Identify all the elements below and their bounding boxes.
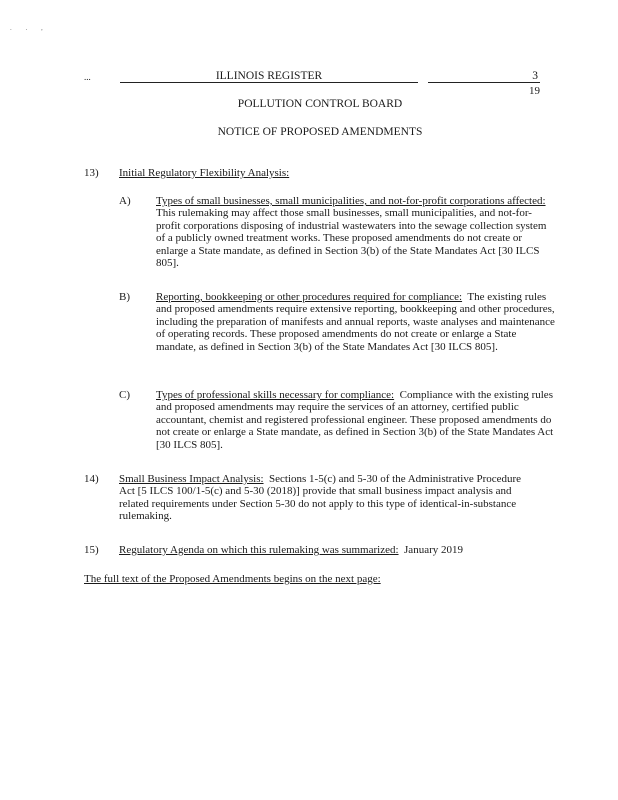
item-13c-letter: C) [119,389,130,401]
item-13a-text: This rulemaking may affect those small businesses, small municipalities, and not-for-profit corporations disposing of industrial wastewaters into the sewage collection system of a publicly owned treatment works. These proposed amendments do not create or enlarge a State mandate, as defined in Section 3(b) of the State Mandates Act [30 ILCS 805]. [156,207,547,270]
page-number: 3 [428,70,540,83]
item-13b-paragraph [156,291,556,353]
item-15-heading: Regulatory Agenda on which this rulemaking was summarized: [119,544,399,556]
item-13a-heading: Types of small businesses, small municipalities, and not-for-profit corporations affected: [156,195,546,207]
header-left-mark: ... [84,72,91,82]
item-15-text: January 2019 [404,544,463,556]
item-15-number: 15) [84,544,99,556]
item-14-heading: Small Business Impact Analysis: [119,473,264,485]
item-13b-text: The existing rules and proposed amendments require extensive reporting, bookkeeping and other procedures, including the preparation of manifests and annual reports, waste analyses and maintenance of operating records. These proposed amendments do not create or enlarge a State mandate, as defined in Section 3(b) of the State Mandates Act [30 ILCS 805]. [156,291,555,353]
item-13b-letter: B) [119,291,130,303]
item-15-paragraph [119,544,539,556]
item-13a-paragraph [156,195,556,269]
item-14-number: 14) [84,473,99,485]
register-title: ILLINOIS REGISTER [120,70,418,83]
item-13c-heading: Types of professional skills necessary for compliance: [156,389,395,401]
item-13c-paragraph [156,389,556,451]
item-13-number: 13) [84,167,99,179]
item-13c-text: Compliance with the existing rules and proposed amendments may require the services of an attorney, certified public accountant, chemist and registered professional engineer. These proposed amendments do not create or enlarge a State mandate, as defined in Section 3(b) of the State Mandates Act [30 ILCS 805]. [156,389,554,451]
next-page-note: The full text of the Proposed Amendments begins on the next page: [84,573,381,585]
item-13a-letter: A) [119,195,131,207]
item-13-heading: Initial Regulatory Flexibility Analysis: [119,167,290,179]
notice-title: NOTICE OF PROPOSED AMENDMENTS [217,126,423,138]
item-13b-heading: Reporting, bookkeeping or other procedures required for compliance: [156,291,463,303]
board-name: POLLUTION CONTROL BOARD [237,98,403,110]
item-14-text: Sections 1-5(c) and 5-30 of the Administrative Procedure Act [5 ILCS 100/1-5(c) and 5-30 (2018)] provide that small business impact analysis and related requirements under Section 5-30 do not apply to this type of identical-in-substance rulemaking. [119,473,522,523]
scan-specks: . . , [10,24,49,32]
volume-number: 19 [529,85,540,97]
item-14-paragraph [119,473,539,523]
